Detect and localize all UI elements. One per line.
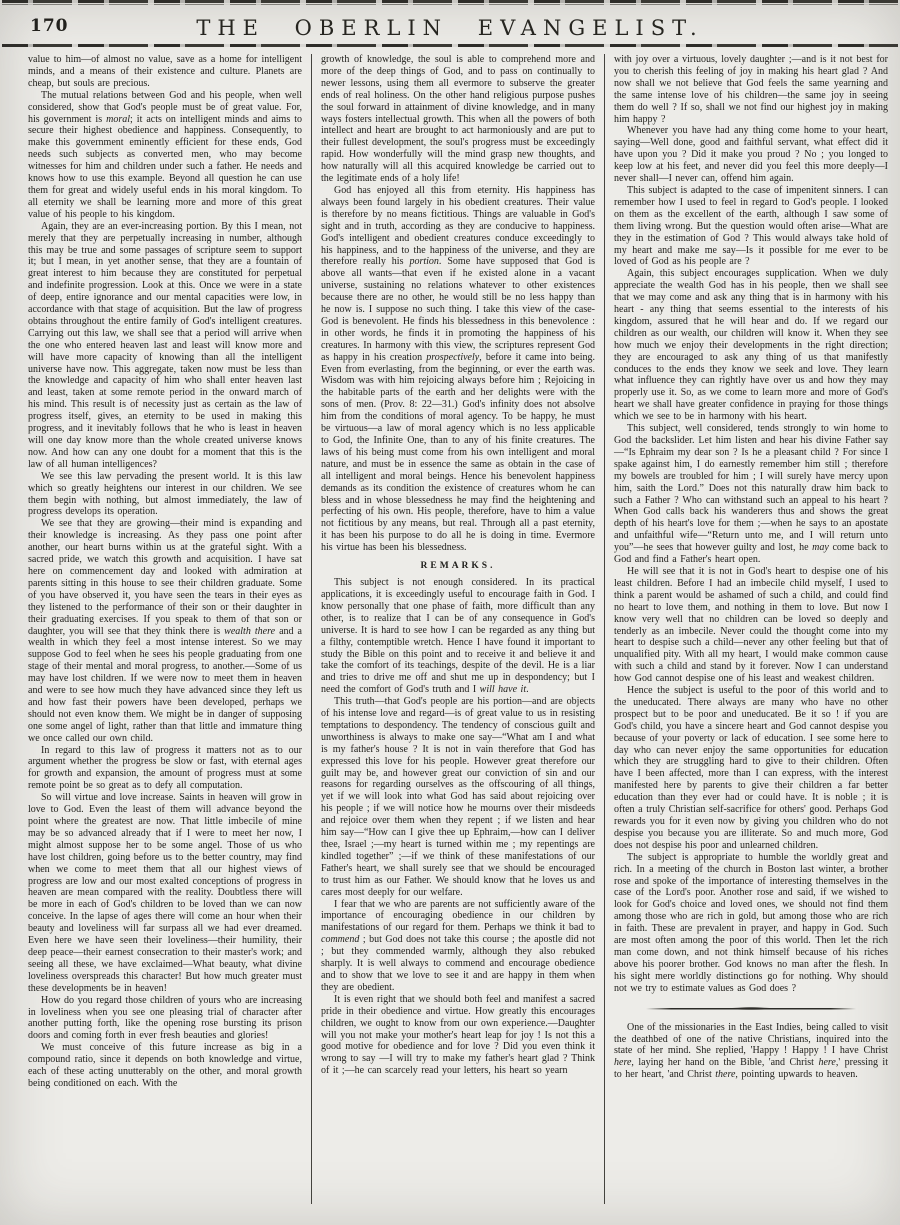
paragraph: We see that they are growing—their mind is expanding and their knowledge is increasing. As they pass one point after another, our heart burns within us at the grateful sight. With a sacred pride, we watch this growth and acquisition. I have sat here on commencement day and looked with admiration at parents sitting in this house to see their children graduate. Some of you have observed it, you have seen the tears in their eyes as they listened to the performance of their son or their daughter in their graduating exercises. If you speak to them of that son or daughter, you will see that they think there is wealth there and a wealth in which they feel a most intense interest. So we may suppose God to feel when he sees his people graduating from one stage of their mental and moral progress, to another.—Some of us may have lost children. If we were now to meet them in heaven and were to see how much they have advanced since they left us and how fast their powers have been developed, perhaps we should not even know them. We might be in danger of supposing one some angel of light, rather than that little and immature thing we once called our own child.	[28, 518, 302, 744]
paragraph: Again, this subject encourages supplication. When we duly appreciate the wealth God has in his people, then we shall see that we may come and ask any thing that is in harmony with his heart - any thing that seems essential to the interests of his kingdom, assured that he will hear and do. If we regard our children as our wealth, our children will know it. When they see how much we enjoy their developments in the right direction; they are encouraged to ask any thing of us that manifestly conduces to the ends they know we seek and love. They learn what influence they can rightly have over us and how they may properly use it. So, as we come to learn more and more of God's heart we shall have greater confidence in praying for those things which we see to be in harmony with his heart.	[614, 268, 888, 423]
paragraph: This subject, well considered, tends strongly to win home to God the backslider. Let him listen and hear his divine Father say—“Is Ephraim my dear son ? Is he a pleasant child ? For since I spake against him, I do earnestly remember him still ; therefore my bowels are troubled for him ; I will surely have mercy upon him, saith the Lord.” Does not this naturally draw him back to such a Father ? Who can withstand such an appeal to his heart ? When God calls back his wanderers thus and shows the great depth of his heart's love for them ;—when he says to an apostate and unfaithful wife—“Return unto me, and I will return unto you”—he sees that however guilty and lost, he may come back to God and find a Father's heart open.	[614, 423, 889, 566]
paragraph: We see this law pervading the present world. It is this law which so greatly heightens our interest in our children. We see them begin with nothing, but almost immediately, the law of progress develops its operation.	[28, 470, 302, 518]
paragraph: Hence the subject is useful to the poor of this world and to the uneducated. There always are many who have no other prospect but to be poor and uneducated. Be it so ! if you are God's child, you have a sincere heart and God cannot despise you because of your poverty or lack of education. I see some here to day who can never enjoy the same opportunities for education which they are struggling hard to give to their children. Often have I been affected, more than I can express, with the interest manifested here by parents to give their children a far better education than they ever had or could have. It is noble ; it is often a truly Christian self-sacrifice for others' good. Perhaps God rewards you for it even now by giving you children who do not despise you because you are illiterate. So and much more, God does not despise his poor and unlearned children.	[614, 685, 888, 851]
paragraph: One of the missionaries in the East Indies, being called to visit the deathbed of one of the native Christians, inquired into the state of her mind. She replied, 'Happy ! Happy ! I have Christ here, laying her hand on the Bible, 'and Christ here,' pressing it to her heart, 'and Christ there, pointing upwards to heaven.	[614, 1021, 888, 1081]
masthead	[0, 10, 900, 44]
paragraph: He will see that it is not in God's heart to despise one of his least children. Before I had an imbecile child myself, I used to think a parent would be ashamed of such a child, and could find no heart to love them, and nothing in them to love. But now I know very well that no children can be loved so deeply and tenderly as an imbecile. Never could the thought come into my heart to despise such a child—never any other feeling but that of unqualified pity. With all my heart, I would make common cause with such a child and stand by it forever. Now I can understand how God cannot despise one of his least and weakest children.	[614, 565, 888, 685]
paragraph: I fear that we who are parents are not sufficiently aware of the importance of encouraging obedience in our children by manifestations of our regard for them. Perhaps we think it bad to commend ; but God does not take this course ; the apostle did not ; but they commended warmly, although they also rebuked sharply. It is well always to commend and encourage obedience and to show that we love to see it and are happy in them when they are obedient.	[321, 898, 595, 993]
paragraph: This truth—that God's people are his portion—and are objects of his intense love and regard—is of great value to us in resisting temptations to despondency. The tendency of conscious guilt and unworthiness is always to make one say—“What am I and what is my father's house ? It is not in vain therefore that God has expressed this love for his people. However great therefore our guilt may be, and however great our conviction of sin and our reasons for regarding ourselves as the offscouring of all things, yet if we will look into what God has said about rejoicing over his people ; if we will notice how he mourns over their misdeeds and rejoice over them when they repent ; if we listen and hear him say—“How can I give thee up Ephraim,—how can I deliver thee, Israel ;—my heart is turned within me ; my repentings are kindled together” ;—if we think of these manifestations of our Father's heart, we shall surely see that we should be encouraged to trust him as our Father. We should know that he loves us and cares most deeply for our welfare.	[321, 696, 595, 898]
column-3	[614, 54, 888, 1204]
section-divider	[646, 1007, 856, 1010]
top-rule-thin	[2, 4, 898, 5]
top-rule	[2, 0, 898, 3]
page-title: THE OBERLIN EVANGELIST.	[196, 16, 704, 40]
paragraph: Whenever you have had any thing come home to your heart, saying—Well done, good and faithful servant, what effect did it have upon you ? Did it make you proud ? No ; you longed to keep low at his feet, and never did you feel this more deeply—I never shall—I never can, offend him again.	[614, 125, 888, 185]
remarks-heading: REMARKS.	[420, 561, 496, 572]
paragraph: value to him—of almost no value, save as a home for intelligent minds, and a means of their existence and culture. Planets are cheap, but souls are precious.	[28, 54, 302, 89]
paragraph: In regard to this law of progress it matters not as to our argument whether the progress be slow or fast, with eternal ages for growth and expansion, the amount of progress must at some remote point be so great as to defy all computation.	[28, 744, 302, 792]
paragraph: The mutual relations between God and his people, when well considered, show that God's people must be of great value. For, his government is moral; it acts on intelligent minds and aims to secure their highest obedience and happiness. Consequently, to make this government eminently efficient for these ends, God needs such subjects as converted men, who may become witnesses for him and children under such a father. He needs and knows how to use this example. Beyond all question he can use them for great and widely useful ends in his moral kingdom. To all eternity we shall be learning more and more of this great value of his people to his kingdom.	[28, 89, 302, 220]
paragraph: Again, they are an ever-increasing portion. By this I mean, not merely that they are perpetually increasing in number, although this may be true and some passages of scripture seem to support it; but I mean, in yet another sense, that they are a fountain of great interest to him because they are constituted for perpetual and indefinite progression. Look at this. Once we were in a state of deep, entire ignorance and our mental capacities were low, in accordance with that stage of acquisition. But the law of progress obtains throughout the entire family of God's intelligent creatures. Carrying out this law, we shall see that a period will arrive when the one who entered heaven last and least will know more and will have more capacity of knowing than all the intelligent universe have now. This aggregate, taken now must be less than the knowledge and capacity of him who shall enter heaven last and least, taken at some remote period in the onward march of his mind. This result is of necessity just as certain as the law of progress itself, gives, an eternity to be used in making this progress, and it inevitably follows that he who is least in heaven will one day know more than the whole created universe knows now. And how can any one doubt for a moment that this is the law of all human intelligences?	[28, 220, 302, 470]
paragraph: How do you regard those children of yours who are increasing in loveliness when you see one pleasing trial of character after another putting forth, like the opening rose bursting its prison doors and coming forth in ever fresh beauties and glories!	[28, 994, 302, 1042]
paragraph: This subject is adapted to the case of impenitent sinners. I can remember how I used to feel in regard to God's people. I looked on them as the excellent of the earth, although I saw some of them living wrong. But the question would often arise—What are they in the estimation of God ? This would always take hold of my heart and make me say—Is it possible for me ever to be loved of God as his people are ?	[614, 184, 888, 268]
column-layout	[0, 47, 900, 1204]
column-1	[28, 54, 302, 1204]
paragraph: It is even right that we should both feel and manifest a sacred pride in their obedience and virtue. How greatly this encourages children, we ought to know from our own experience.—Daughter will you not make your mother's heart leap for joy ! Is not this a good motive for obedience and for love ? Did you even think it wrong to say —I will try to make my father's heart glad ? Think of it ;—he can scarcely read your letters, his heart so yearn	[321, 993, 595, 1077]
paragraph: We must conceive of this future increase as big in a compound ratio, since it depends on both knowledge and virtue, each of these acting unutterably on the other, and moral growth being conditioned on each. With the	[28, 1042, 302, 1089]
page-number: 170	[30, 16, 69, 36]
column-divider-2	[604, 54, 605, 1204]
paragraph: So will virtue and love increase. Saints in heaven will grow in love to God. Even the least of them will advance beyond the point where the greatest are now. That little imbecile of mine may be so advanced already that if I were to meet her now, I might almost suppose her to be some angel. Those of us who have lost children, going before us to the better country, may find when we come to meet them that all our highest views of progress are low and our most exalted conceptions of progress in heaven are mean compared with the reality. Doubtless there will be more in each of God's children to be loved than we can now conceive. In the lapse of ages there will come an hour when their beauty and loveliness will far surpass all we had ever dreamed. Even here we have seen their loveliness—their humility, their deep peace—their earnest consecration to their master's work; and seeing all these, we have exclaimed—What beauty, what divine loveliness overspreads this character! But how much greater must these developments be in heaven!	[28, 792, 302, 994]
paragraph: growth of knowledge, the soul is able to comprehend more and more of the deep things of God, and to pass on continually to newer lessons, using them all evermore to subserve the greater ends of real holiness. On the other hand religious purpose pushes the soul forward in attainment of divine knowledge, and in many ways fosters intellectual growth. This when all the powers of both intellect and heart are brought to act harmoniously and are put to their fullest development, the soul's progress must be exceedingly rapid. How wonderfully will the mind grasp new thoughts, and how naturally will all this acquired knowledge be carried out to the legitimate ends of a holy life!	[321, 54, 595, 185]
paragraph: God has enjoyed all this from eternity. His happiness has always been found largely in his obedient creatures. Their value is therefore by no means fictitious. Things are valuable in God's sight and in truth, according as they are conducive to happiness. God's intelligent and obedient creatures conduce exceedingly to his happiness, and to the happiness of the universe, and they are therefore really his portion. Some have supposed that God is above all wants—that even if he existed alone in a vacant universe, sustaining no relations whatever to other existences because there are no other, he would still be no less happy than he now is. I suppose no such thing. I take this view of the case- God is benevolent. He finds his blessedness in this benevolence : in other words, he finds it in promoting the happiness of his creatures. In harmony with this view, the scriptures represent God as happy in his creation prospectively, before it came into being. Even from everlasting, from the beginning, or ever the earth was. Wisdom was with him rejoicing always before him ; Rejoicing in the habitable parts of the earth and her delights were with the sons of men. (Prov. 8: 22—31.) God's infinity does not absolve him from the conditions of moral agency. To be happy, he must be virtuous—a law of moral agency which is no less applicable to God, the Infinite One, than to any of his finite creatures. The laws of his being must come from his own intelligent and moral nature, and must be in essence the same as obtain in the case of all intelligent and moral beings. Hence his benevolent happiness demands as its condition the existence of creatures whom he can bless and in whose blessedness he may find the heightening and perfecting of his own. His people, therefore, have to him a value not fictitious by any means, but real. Through all a past eternity, it has been his purpose to do all he is doing in time. Evermore his virtue has been his blessedness.	[321, 184, 595, 554]
paragraph: with joy over a virtuous, lovely daughter ;—and is it not best for you to cherish this feeling of joy in making his heart glad ? And now shall we not believe that God feels the same yearning and the same intense love of his children—the same joy in seeing them do well ? If so, shall we not find our highest joy in making him happy ?	[614, 54, 888, 125]
paragraph: This subject is not enough considered. In its practical applications, it is exceedingly useful to encourage faith in God. I know personally that one phase of faith, more difficult than any other, is to realize that I can be of any consequence in God's universe. It is hard to see how I can be regarded as any thing but a filthy, contemptible wretch. Hence I have found it important to study the Bible on this point and to receive it and believe it and take the comfort of its teachings, despite of the devil. He is a liar and tries to drive me off and shut me up in despondency; but I need the comfort of God's truth and I will have it.	[321, 577, 595, 696]
column-2	[321, 54, 595, 1204]
column-divider-1	[311, 54, 312, 1204]
paragraph: The subject is appropriate to humble the worldly great and rich. In a meeting of the church in Boston last winter, a brother rose and spoke of the importance of interesting themselves in the case of the Lord's poor. Another rose and said, if we wished to look for God's choice and loved ones, we should not find them among those who are rich in gold, but among those who are rich in faith. These are prevalent in prayer, and happy in God. Such are most often among the poor of this world. Then let the rich man come down, and not think himself because of his riches above his poorer brother. God knows no man after the flesh. In his sight mere worldly distinctions go for nothing. Why should not we try to estimate values as God does ?	[614, 851, 888, 994]
